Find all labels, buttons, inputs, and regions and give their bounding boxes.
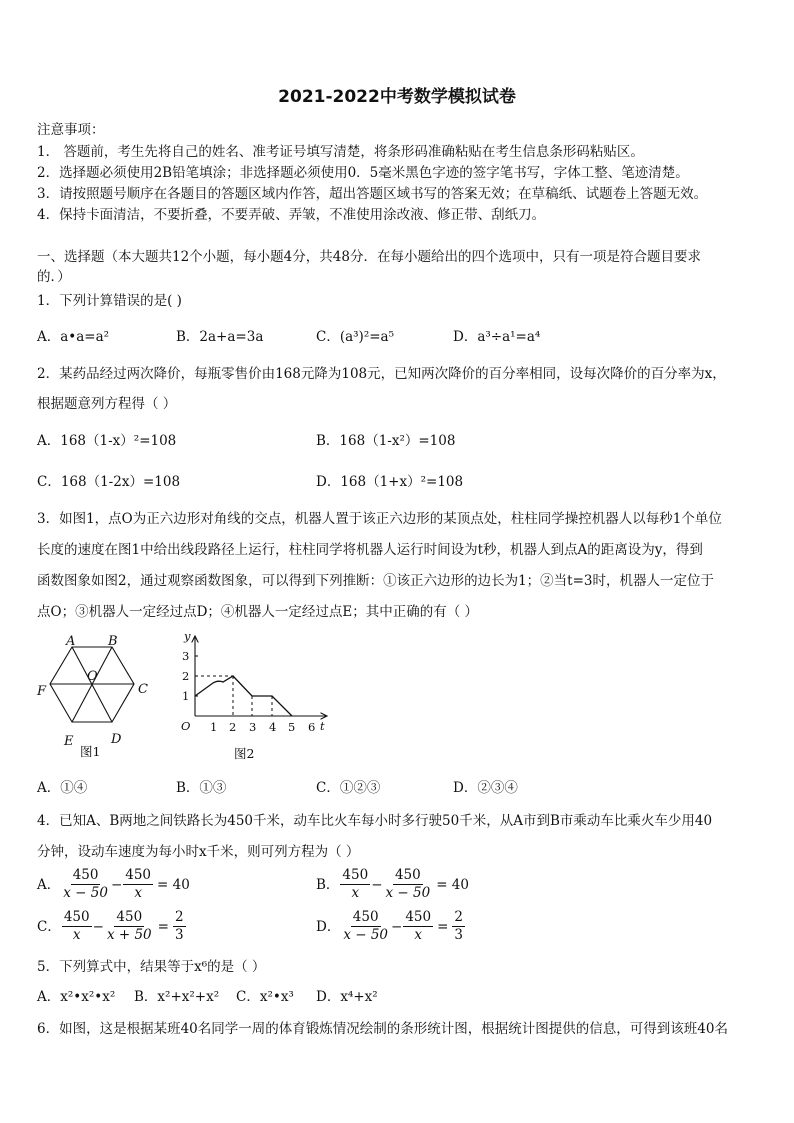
q4-stem-line1: 4．已知A、B两地之间铁路长为450千米，动车比火车每小时多行驶50千米，从A市到B市乘动车比乘火车少用40: [37, 813, 713, 829]
y-tick-label: 1: [182, 689, 190, 703]
notice-item-1: 1． 答题前，考生先将自己的姓名、准考证号填写清楚，将条形码准确粘贴在考生信息条形码粘贴区。: [37, 144, 644, 160]
q5-stem: 5．下列算式中，结果等于x⁶的是（ ）: [37, 959, 266, 975]
q3-option-c: C．①②③: [316, 780, 381, 796]
q4-option-d: D． $\frac{450}{x - 50}$ − $\frac{450}{x}$ = $\frac{2}{3}$: [316, 909, 464, 943]
x-tick-label: 6: [308, 720, 316, 734]
origin-label: O: [181, 719, 191, 733]
q5-option-a: A．x²•x²•x²: [37, 989, 116, 1005]
y-tick-label: 3: [182, 649, 190, 663]
fraction: $\frac{450}{x}$: [405, 909, 432, 943]
notice-item-4: 4．保持卡面清洁，不要折叠，不要弄破、弄皱，不准使用涂改液、修正带、刮纸刀。: [37, 207, 546, 223]
fraction: $\frac{450}{x - 50}$: [343, 909, 389, 943]
fraction: $\frac{2}{3}$: [174, 909, 184, 943]
q4-stem-line2: 分钟，设动车速度为每小时x千米，则可列方程为（ ）: [37, 844, 360, 860]
y-tick-label: 2: [182, 669, 190, 683]
q2-stem-line2: 根据题意列方程得（ ）: [37, 396, 177, 412]
function-graph: [172, 628, 337, 768]
q1-stem: 1．下列计算错误的是( ): [37, 293, 182, 309]
hexagon-figure: [30, 632, 160, 762]
q3-option-d: D．②③④: [453, 780, 518, 796]
x-tick-label: 2: [229, 720, 237, 734]
vertex-label-d: D: [111, 732, 122, 747]
x-tick-label: 1: [210, 720, 218, 734]
fraction: $\frac{450}{x}$: [125, 867, 152, 901]
q3-stem-line1: 3．如图1，点O为正六边形对角线的交点，机器人置于该正六边形的某顶点处，柱柱同学操控机器人以每秒1个单位: [37, 511, 722, 527]
x-axis-label: t: [320, 719, 325, 733]
q4-option-c: C． $\frac{450}{x}$ − $\frac{450}{x + 50}$ = $\frac{2}{3}$: [37, 909, 184, 943]
x-tick-label: 4: [269, 720, 277, 734]
figure2-caption: 图2: [234, 746, 255, 761]
q2-option-d: D．168（1+x）²=108: [316, 474, 464, 490]
q2-option-b: B．168（1-x²）=108: [316, 433, 456, 449]
fraction: $\frac{450}{x}$: [63, 909, 90, 943]
vertex-label-a: A: [66, 634, 76, 649]
q3-stem-line3: 函数图象如图2，通过观察函数图象，可以得到下列推断：①该正六边形的边长为1；②当t=3时，机器人一定位于: [37, 573, 715, 589]
section-heading-line2: 的．）: [37, 269, 71, 285]
fraction: $\frac{450}{x + 50}$: [106, 909, 152, 943]
section-heading-line1: 一、选择题（本大题共12个小题，每小题4分，共48分．在每小题给出的四个选项中，只有一项是符合题目要求: [37, 249, 701, 265]
q2-option-a: A．168（1-x）²=108: [37, 433, 177, 449]
q5-option-b: B．x²+x²+x²: [134, 989, 220, 1005]
q5-option-c: C．x²•x³: [236, 989, 294, 1005]
x-tick-label: 3: [249, 720, 257, 734]
q4-option-a: A． $\frac{450}{x - 50}$ − $\frac{450}{x}$ = 40: [37, 867, 190, 901]
page-title: 2021-2022中考数学模拟试卷: [278, 87, 516, 107]
q3-stem-line4: 点O；③机器人一定经过点D；④机器人一定经过点E；其中正确的有（ ）: [37, 604, 479, 620]
center-label-o: O: [87, 669, 98, 684]
q1-option-b: B．2a+a=3a: [176, 329, 264, 345]
q2-option-c: C．168（1-2x）=108: [37, 474, 181, 490]
vertex-label-e: E: [64, 734, 74, 749]
fraction: $\frac{450}{x}$: [342, 867, 369, 901]
x-tick-label: 5: [288, 720, 296, 734]
q3-stem-line2: 长度的速度在图1中给出线段路径上运行，柱柱同学将机器人运行时间设为t秒，机器人到点A的距离设为y，得到: [37, 542, 703, 558]
q1-option-c: C．(a³)²=a⁵: [316, 329, 395, 345]
q1-option-a: A．a•a=a²: [37, 329, 110, 345]
q3-option-a: A．①④: [37, 780, 88, 796]
vertex-label-b: B: [108, 634, 118, 649]
q6-stem-line1: 6．如图，这是根据某班40名同学一周的体育锻炼情况绘制的条形统计图，根据统计图提供的信息，可得到该班40名: [37, 1021, 728, 1037]
q5-option-d: D．x⁴+x²: [316, 989, 378, 1005]
notice-item-3: 3．请按照题号顺序在各题目的答题区域内作答，超出答题区域书写的答案无效；在草稿纸、试题卷上答题无效。: [37, 186, 708, 202]
fraction: $\frac{2}{3}$: [454, 909, 464, 943]
q1-option-d: D．a³÷a¹=a⁴: [453, 329, 541, 345]
q3-option-b: B．①③: [176, 780, 227, 796]
notice-heading: 注意事项：: [37, 122, 105, 138]
q4-option-b: B． $\frac{450}{x}$ − $\frac{450}{x - 50}$ = 40: [316, 867, 469, 901]
figure1-caption: 图1: [80, 744, 101, 759]
y-axis-label: y: [184, 629, 191, 643]
fraction: $\frac{450}{x - 50}$: [385, 867, 431, 901]
fraction: $\frac{450}{x - 50}$: [63, 867, 108, 901]
function-curve: [195, 676, 292, 716]
vertex-label-f: F: [37, 684, 47, 699]
q2-stem-line1: 2．某药品经过两次降价，每瓶零售价由168元降为108元，已知两次降价的百分率相同，设每次降价的百分率为x，: [37, 366, 726, 382]
vertex-label-c: C: [138, 682, 148, 697]
notice-item-2: 2．选择题必须使用2B铅笔填涂；非选择题必须使用0．5毫米黑色字迹的签字笔书写，字体工整、笔迹清楚。: [37, 165, 689, 181]
